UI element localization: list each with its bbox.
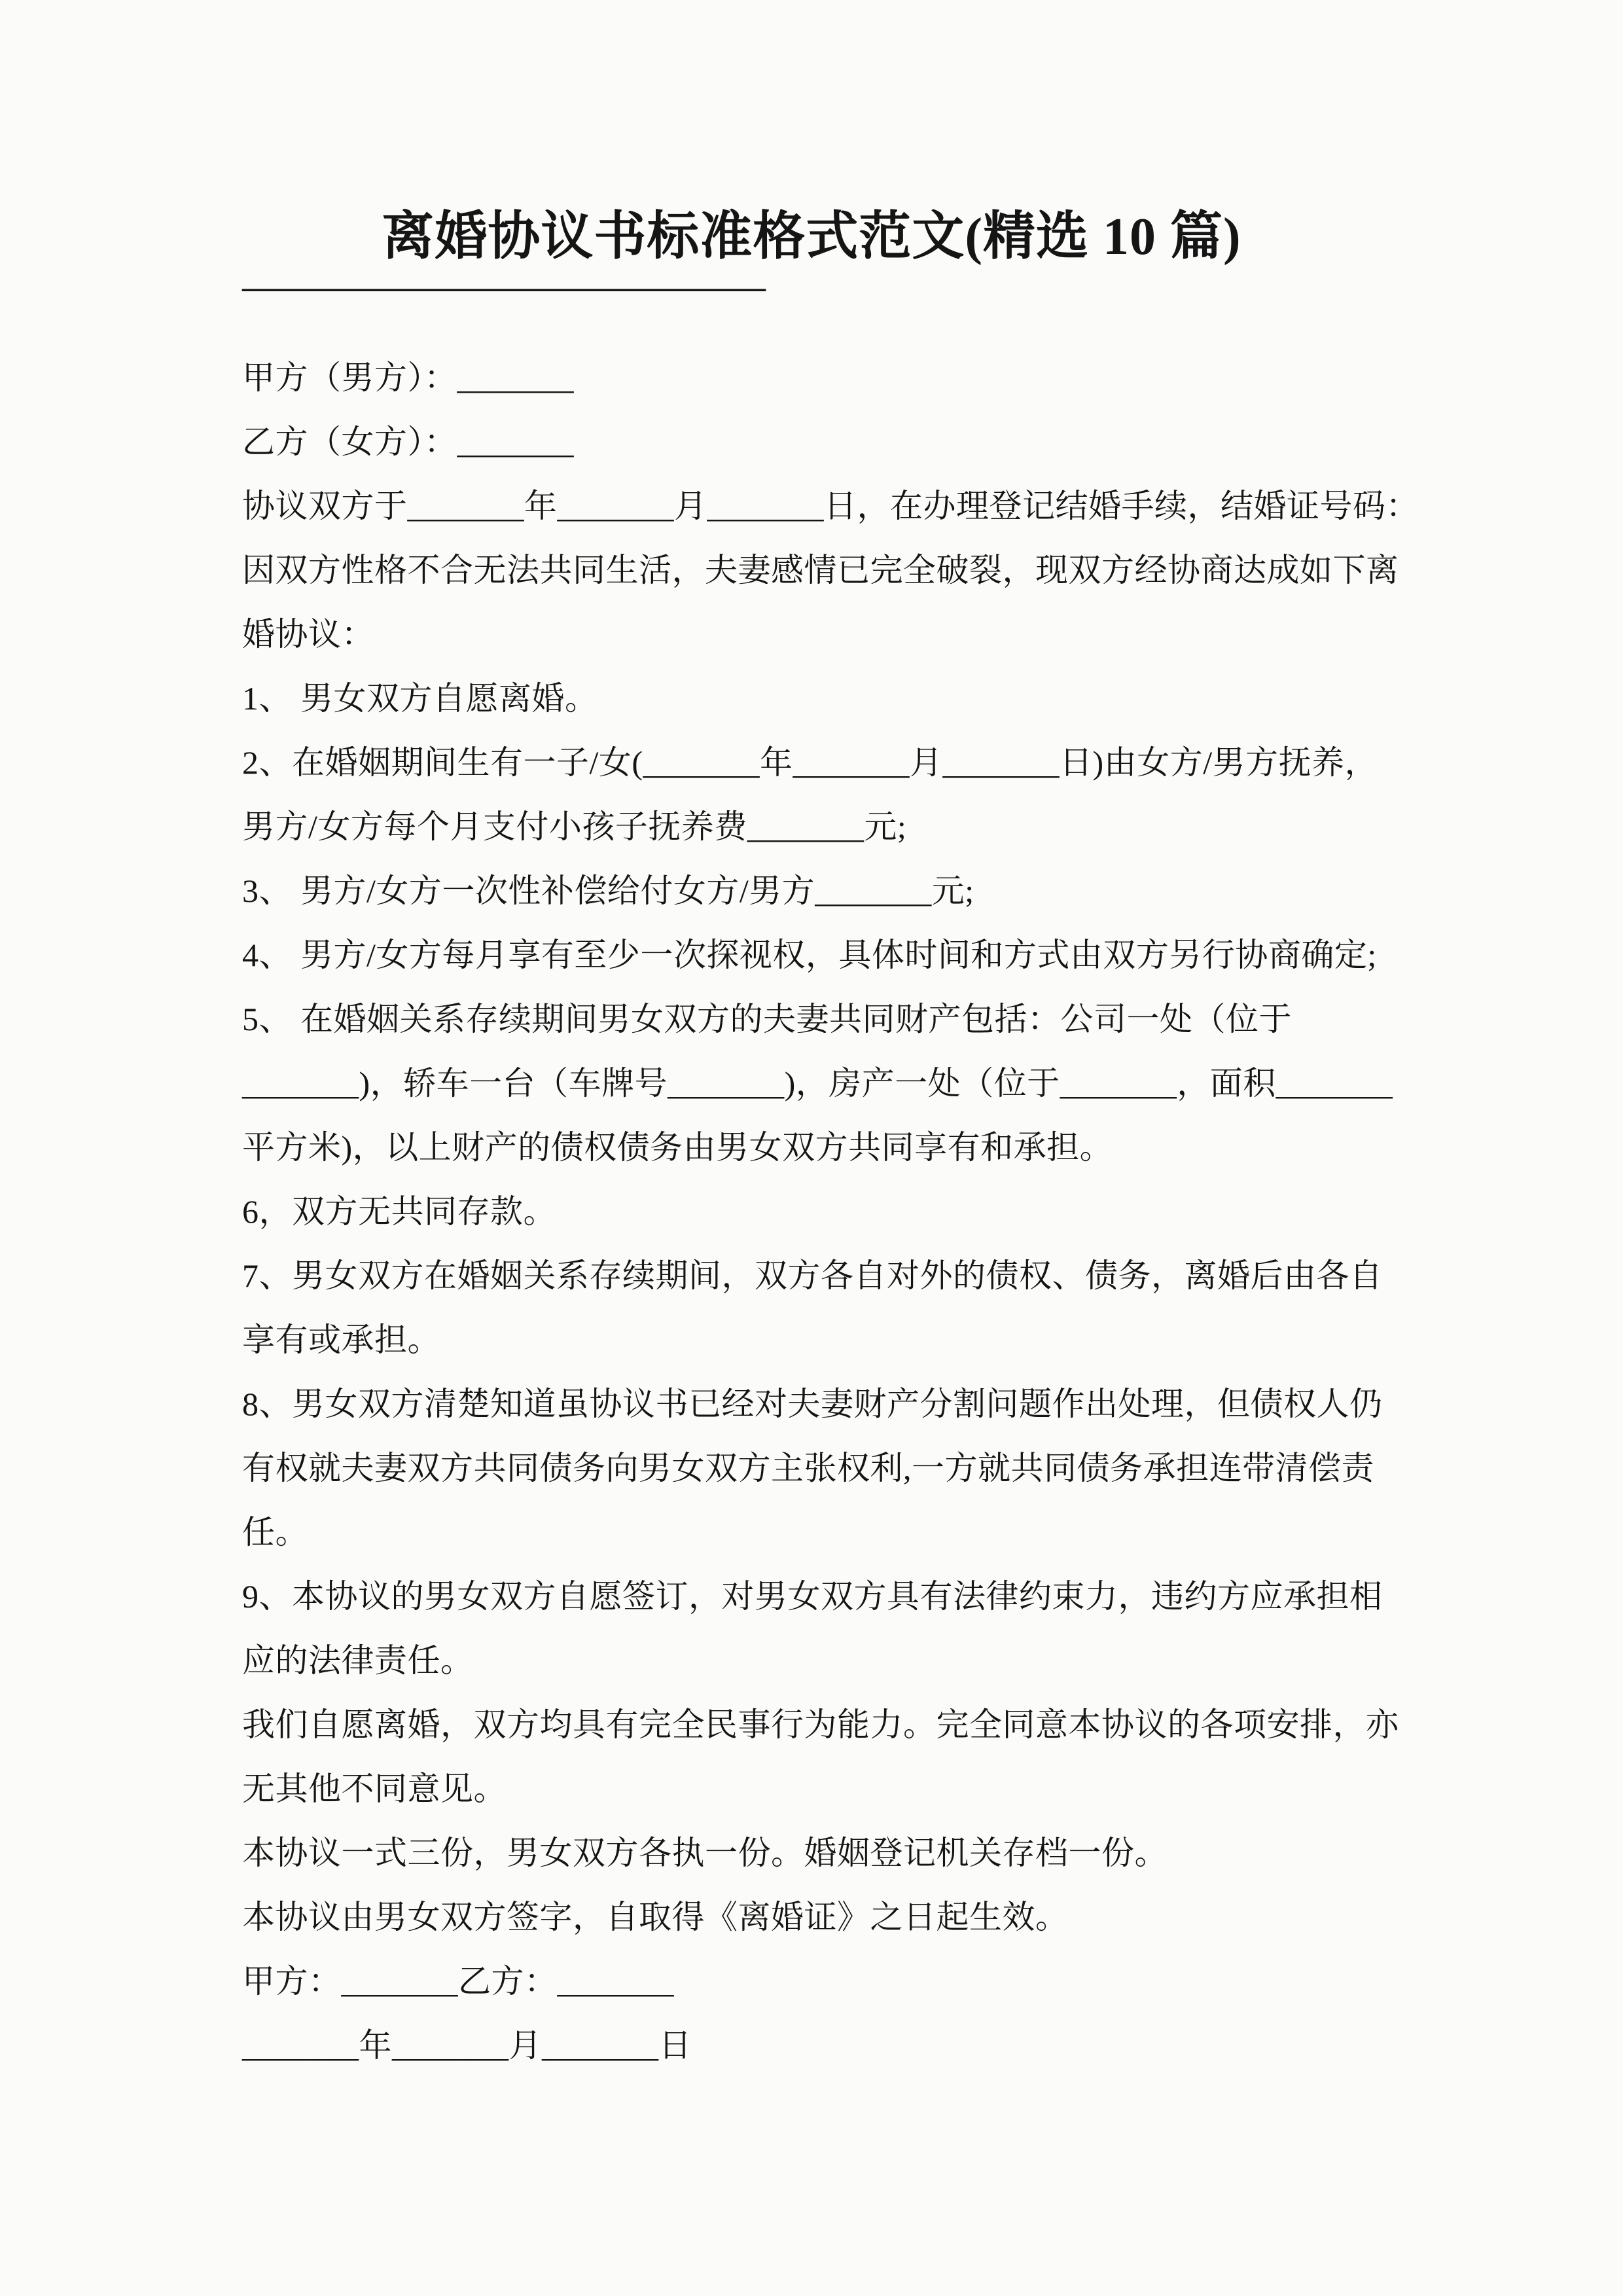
- document-line: 4、 男方/女方每月享有至少一次探视权，具体时间和方式由双方另行协商确定;: [242, 937, 1377, 973]
- document-line: 乙方（女方）：_______: [242, 423, 574, 460]
- document-body: [242, 346, 1419, 2077]
- document-line: 平方米)，以上财产的债权债务由男女双方共同享有和承担。: [242, 1129, 1113, 1166]
- document-line: 甲方：_______乙方：_______: [242, 1963, 674, 2000]
- document-title: 离婚协议书标准格式范文(精选 10 篇): [382, 208, 1241, 266]
- document-line: 享有或承担。: [242, 1321, 440, 1358]
- document-line: 9、本协议的男女双方自愿签订，对男女双方具有法律约束力，违约方应承担相: [242, 1578, 1383, 1615]
- document-line: 应的法律责任。: [242, 1642, 474, 1679]
- document-line: 2、在婚姻期间生有一子/女(_______年_______月_______日)由女方/男方抚养，: [242, 744, 1378, 781]
- document-line: 甲方（男方）：_______: [242, 359, 574, 396]
- document-line: 有权就夫妻双方共同债务向男女双方主张权利,一方就共同债务承担连带清偿责: [242, 1450, 1374, 1486]
- document-line: 婚协议：: [242, 616, 374, 653]
- document-line: 协议双方于_______年_______月_______日，在办理登记结婚手续，结婚证号码：: [242, 488, 1419, 524]
- document-line: 任。: [242, 1514, 308, 1551]
- title-underline: ________________________________: [242, 257, 766, 294]
- document-line: 本协议由男女双方签字，自取得《离婚证》之日起生效。: [242, 1899, 1069, 1935]
- document-line: _______年_______月_______日: [242, 2027, 692, 2064]
- document-line: 6，双方无共同存款。: [242, 1193, 556, 1230]
- document-line: 因双方性格不合无法共同生活，夫妻感情已完全破裂，现双方经协商达成如下离: [242, 552, 1399, 588]
- document-line: 男方/女方每个月支付小孩子抚养费_______元;: [242, 808, 907, 845]
- document-line: 5、 在婚姻关系存续期间男女双方的夫妻共同财产包括：公司一处（位于: [242, 1001, 1292, 1037]
- document-line: 3、 男方/女方一次性补偿给付女方/男方_______元;: [242, 872, 974, 909]
- document-line: 7、男女双方在婚姻关系存续期间，双方各自对外的债权、债务，离婚后由各自: [242, 1257, 1383, 1294]
- document-line: _______)，轿车一台（车牌号_______)，房产一处（位于_______，面积_______: [242, 1065, 1393, 1102]
- document-line: 8、男女双方清楚知道虽协议书已经对夫妻财产分割问题作出处理，但债权人仍: [242, 1386, 1383, 1422]
- document-line: 我们自愿离婚，双方均具有完全民事行为能力。完全同意本协议的各项安排，亦: [242, 1706, 1399, 1743]
- document-line: 本协议一式三份，男女双方各执一份。婚姻登记机关存档一份。: [242, 1835, 1168, 1871]
- document-line: 1、 男女双方自愿离婚。: [242, 680, 598, 717]
- document-line: 无其他不同意见。: [242, 1770, 507, 1807]
